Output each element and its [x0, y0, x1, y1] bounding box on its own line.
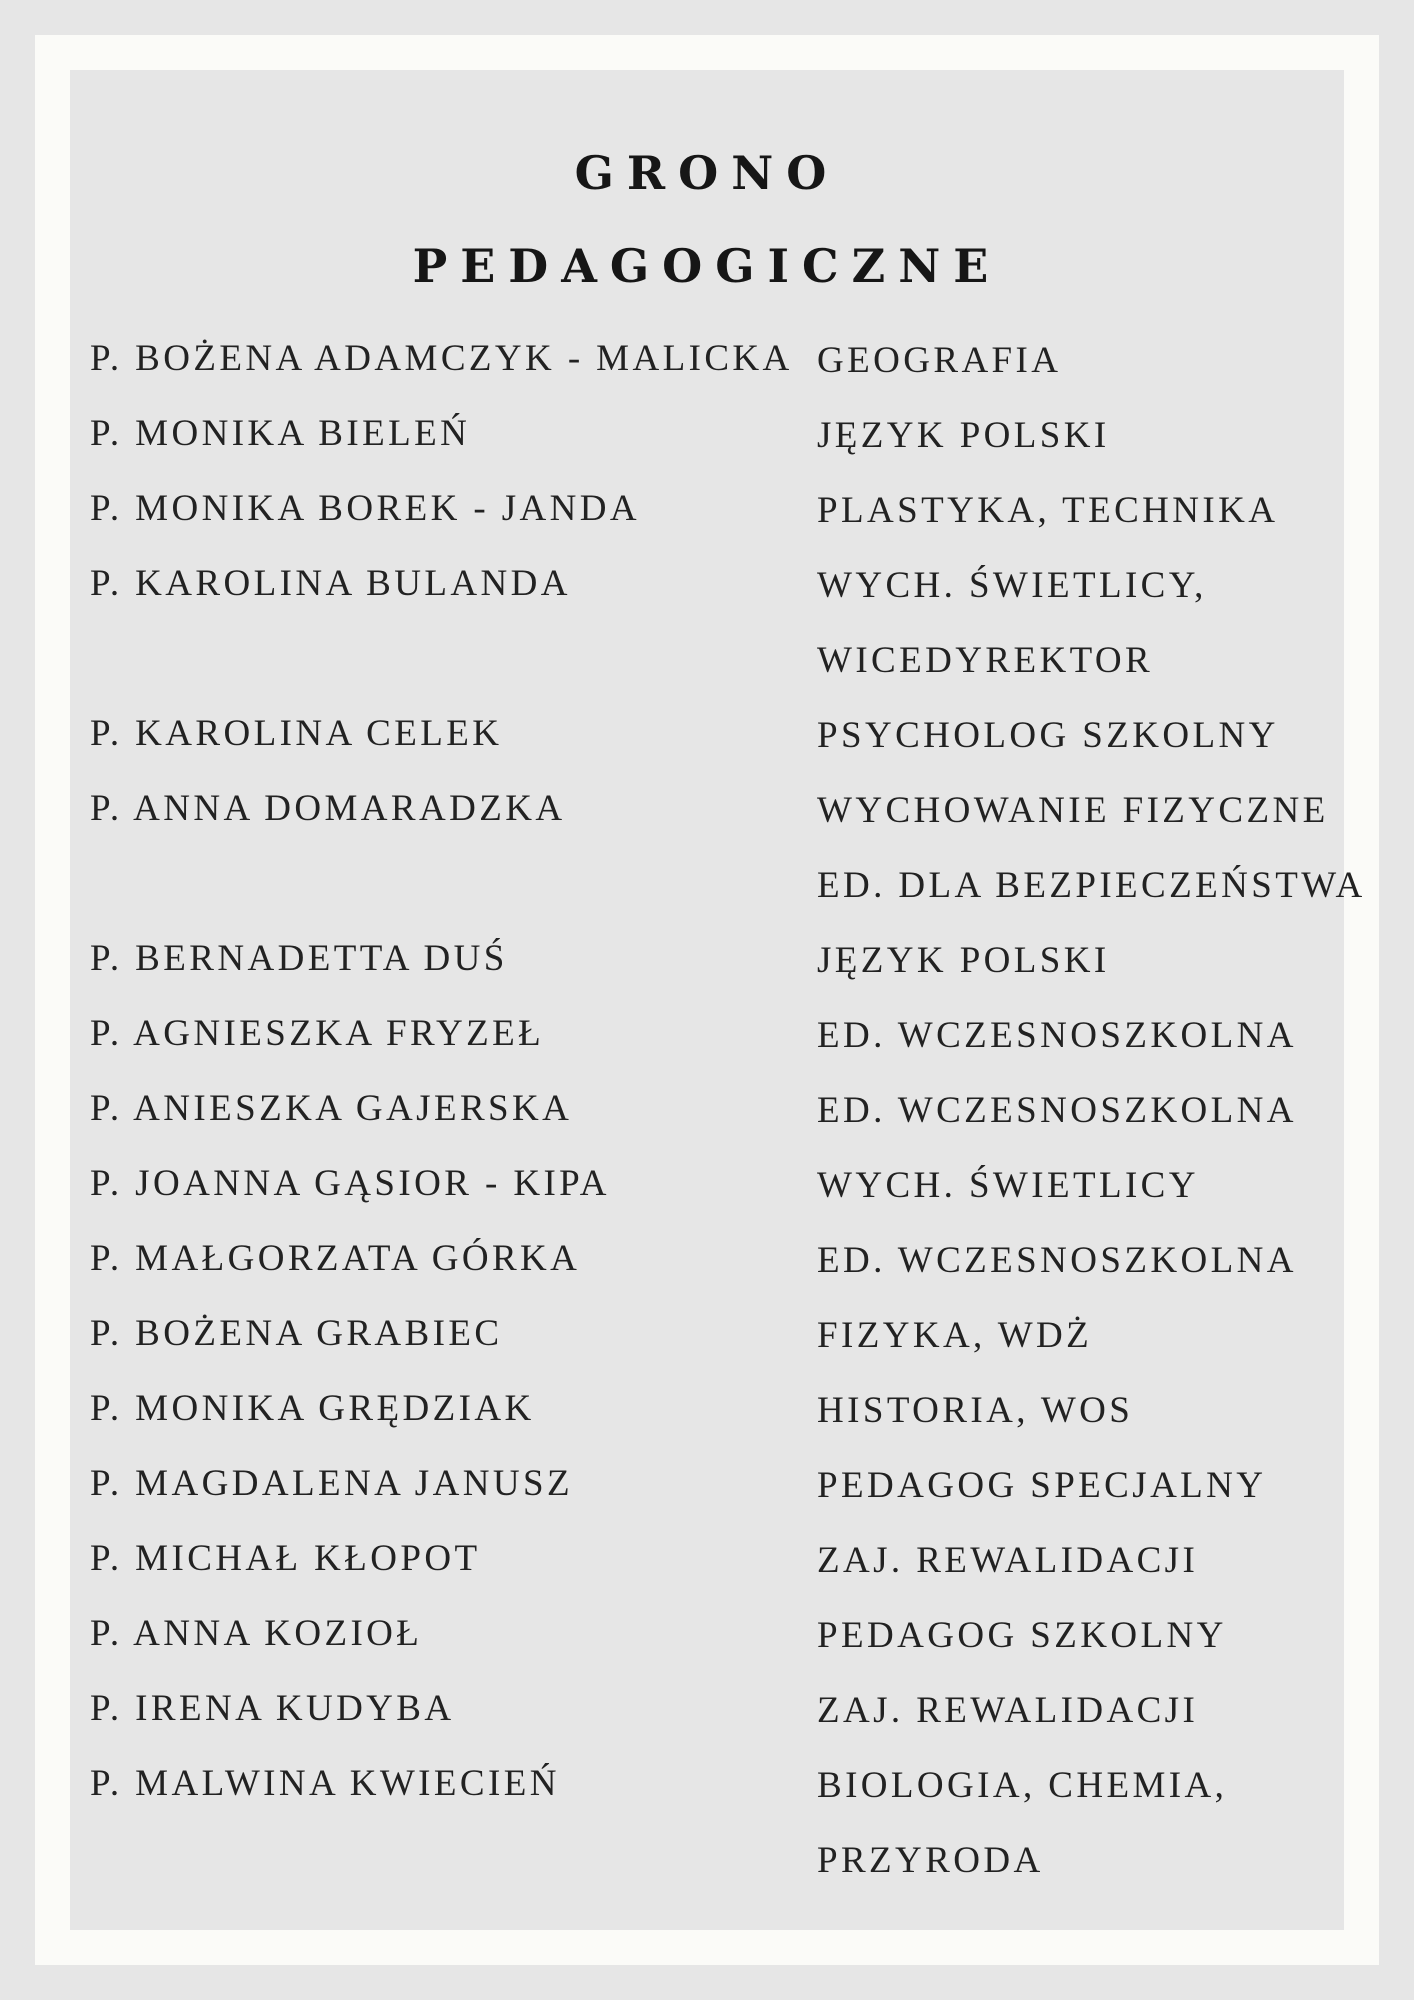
teacher-subject: PRZYRODA [817, 1840, 1044, 1881]
teacher-subject: JĘZYK POLSKI [817, 940, 1110, 981]
teacher-name: P. AGNIESZKA FRYZEŁ [90, 1013, 545, 1054]
teacher-name: P. ANIESZKA GAJERSKA [90, 1088, 573, 1129]
teacher-name: P. ANNA KOZIOŁ [90, 1613, 423, 1654]
teacher-name: P. MAŁGORZATA GÓRKA [90, 1238, 581, 1279]
teacher-name: P. BOŻENA GRABIEC [90, 1313, 503, 1354]
teacher-name: P. ANNA DOMARADZKA [90, 788, 566, 829]
teacher-name: P. MONIKA BOREK - JANDA [90, 488, 640, 529]
teacher-subject: WYCH. ŚWIETLICY, [817, 565, 1207, 606]
teacher-subject: ED. WCZESNOSZKOLNA [817, 1015, 1297, 1056]
teacher-name: P. MONIKA GRĘDZIAK [90, 1388, 535, 1429]
teacher-subject: JĘZYK POLSKI [817, 415, 1110, 456]
teacher-subject: WYCHOWANIE FIZYCZNE [817, 790, 1329, 831]
teacher-subject: PLASTYKA, TECHNIKA [817, 490, 1279, 531]
teacher-name: P. JOANNA GĄSIOR - KIPA [90, 1163, 610, 1204]
teacher-subject: PEDAGOG SPECJALNY [817, 1465, 1267, 1506]
teacher-name: P. MALWINA KWIECIEŃ [90, 1763, 560, 1804]
teacher-subject: ED. DLA BEZPIECZEŃSTWA [817, 865, 1366, 906]
teacher-subject: ED. WCZESNOSZKOLNA [817, 1240, 1297, 1281]
teacher-name: P. BERNADETTA DUŚ [90, 938, 508, 979]
teacher-subject: PEDAGOG SZKOLNY [817, 1615, 1227, 1656]
teacher-name: P. BOŻENA ADAMCZYK - MALICKA [90, 338, 793, 379]
teacher-subject: ZAJ. REWALIDACJI [817, 1690, 1199, 1731]
teacher-name: P. MICHAŁ KŁOPOT [90, 1538, 481, 1579]
teacher-subject: ED. WCZESNOSZKOLNA [817, 1090, 1297, 1131]
teacher-name: P. KAROLINA CELEK [90, 713, 503, 754]
page-title-line-1: GRONO [574, 146, 840, 200]
teacher-name: P. MAGDALENA JANUSZ [90, 1463, 573, 1504]
teacher-name: P. KAROLINA BULANDA [90, 563, 571, 604]
teacher-subject: GEOGRAFIA [817, 340, 1062, 381]
teacher-subject: FIZYKA, WDŻ [817, 1315, 1093, 1356]
teacher-subject: BIOLOGIA, CHEMIA, [817, 1765, 1228, 1806]
teacher-name: P. IRENA KUDYBA [90, 1688, 455, 1729]
teacher-subject: ZAJ. REWALIDACJI [817, 1540, 1199, 1581]
teacher-name: P. MONIKA BIELEŃ [90, 413, 471, 454]
teacher-subject: WYCH. ŚWIETLICY [817, 1165, 1199, 1206]
teacher-subject: WICEDYREKTOR [817, 640, 1154, 681]
page-title-line-2: PEDAGOGICZNE [412, 239, 1002, 293]
teacher-subject: HISTORIA, WOS [817, 1390, 1134, 1431]
teacher-subject: PSYCHOLOG SZKOLNY [817, 715, 1279, 756]
